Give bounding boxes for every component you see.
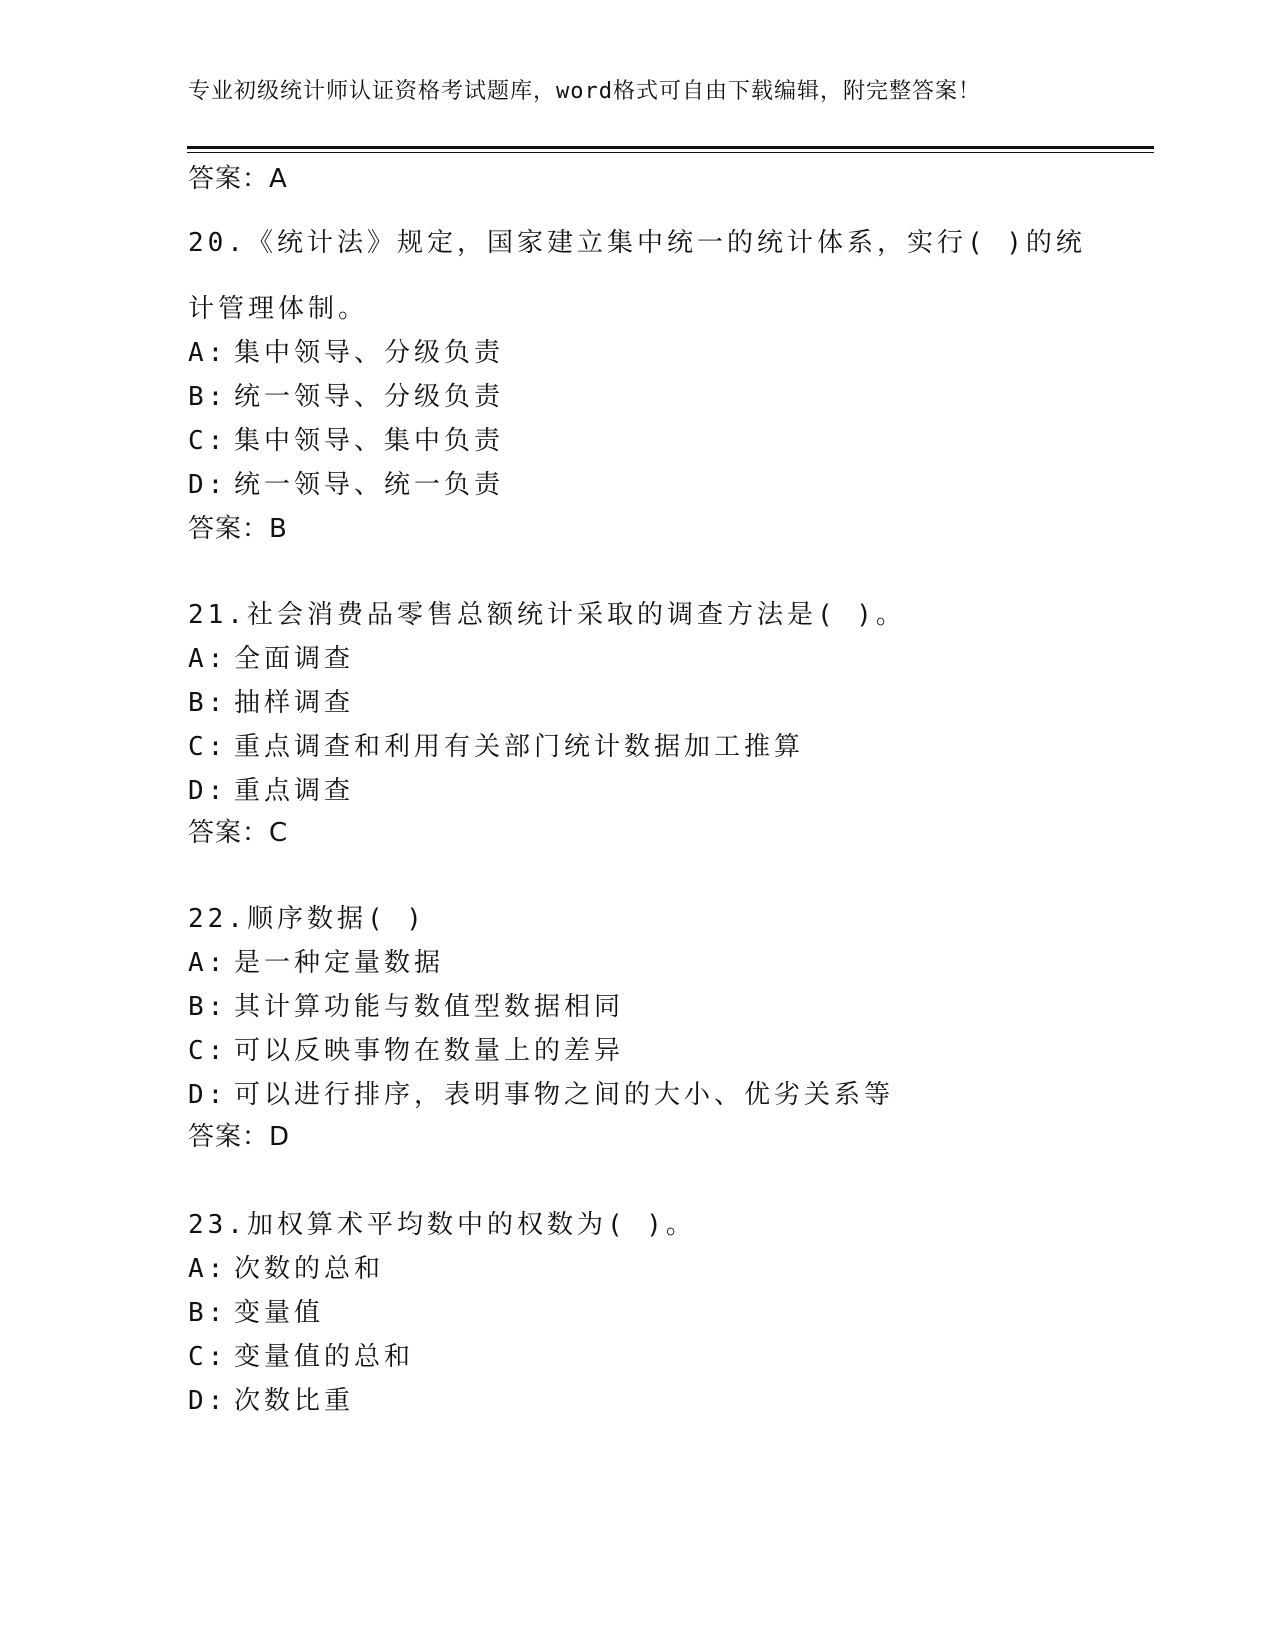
option-key: B: xyxy=(188,992,228,1022)
option-a xyxy=(188,638,354,675)
option-key: B: xyxy=(188,1298,228,1328)
option-text: 重点调查和利用有关部门统计数据加工推算 xyxy=(234,732,805,762)
option-key: B: xyxy=(188,688,228,718)
option-c xyxy=(188,1336,414,1373)
option-key: D: xyxy=(188,1080,228,1110)
option-key: C: xyxy=(188,1036,228,1066)
option-key: C: xyxy=(188,1342,228,1372)
question-stem: 20.《统计法》规定，国家建立集中统一的统计体系，实行( )的统 xyxy=(188,228,1086,258)
option-text: 集中领导、集中负责 xyxy=(234,426,505,456)
option-key: A: xyxy=(188,948,228,978)
answer: 答案：D xyxy=(188,1122,291,1152)
option-b xyxy=(188,1292,324,1329)
option-text: 是一种定量数据 xyxy=(234,948,445,978)
option-d xyxy=(188,464,504,501)
question-stem: 23.加权算术平均数中的权数为( )。 xyxy=(188,1210,696,1240)
option-text: 变量值 xyxy=(234,1298,325,1328)
option-key: A: xyxy=(188,1254,228,1284)
option-c xyxy=(188,420,504,457)
option-text: 变量值的总和 xyxy=(234,1342,415,1372)
page-header: 专业初级统计师认证资格考试题库，word格式可自由下载编辑，附完整答案！ xyxy=(188,79,981,104)
option-text: 可以进行排序，表明事物之间的大小、优劣关系等 xyxy=(234,1080,895,1110)
option-key: C: xyxy=(188,426,228,456)
header-divider-thin xyxy=(187,152,1154,153)
option-key: B: xyxy=(188,382,228,412)
question-stem: 22.顺序数据( ) xyxy=(188,904,426,934)
option-key: A: xyxy=(188,338,228,368)
option-text: 次数的总和 xyxy=(234,1254,385,1284)
option-a xyxy=(188,1248,384,1285)
answer: 答案：C xyxy=(188,818,289,848)
option-c xyxy=(188,1030,624,1067)
option-text: 全面调查 xyxy=(234,644,355,674)
option-b xyxy=(188,682,354,719)
option-key: D: xyxy=(188,470,228,500)
option-d xyxy=(188,770,354,807)
option-text: 统一领导、分级负责 xyxy=(234,382,505,412)
option-text: 统一领导、统一负责 xyxy=(234,470,505,500)
option-text: 可以反映事物在数量上的差异 xyxy=(234,1036,625,1066)
option-text: 重点调查 xyxy=(234,776,355,806)
option-d xyxy=(188,1074,894,1111)
option-text: 其计算功能与数值型数据相同 xyxy=(234,992,625,1022)
option-text: 集中领导、分级负责 xyxy=(234,338,505,368)
option-key: A: xyxy=(188,644,228,674)
header-divider xyxy=(187,146,1154,149)
option-key: D: xyxy=(188,776,228,806)
previous-answer: 答案：A xyxy=(188,164,288,194)
question-stem: 21.社会消费品零售总额统计采取的调查方法是( )。 xyxy=(188,600,906,630)
option-a xyxy=(188,332,504,369)
option-text: 次数比重 xyxy=(234,1386,355,1416)
option-key: C: xyxy=(188,732,228,762)
option-text: 抽样调查 xyxy=(234,688,355,718)
option-b xyxy=(188,376,504,413)
question-stem-continued: 计管理体制。 xyxy=(188,294,369,324)
answer: 答案：B xyxy=(188,514,288,544)
option-key: D: xyxy=(188,1386,228,1416)
option-a xyxy=(188,942,444,979)
option-c xyxy=(188,726,804,763)
option-b xyxy=(188,986,624,1023)
option-d xyxy=(188,1380,354,1417)
